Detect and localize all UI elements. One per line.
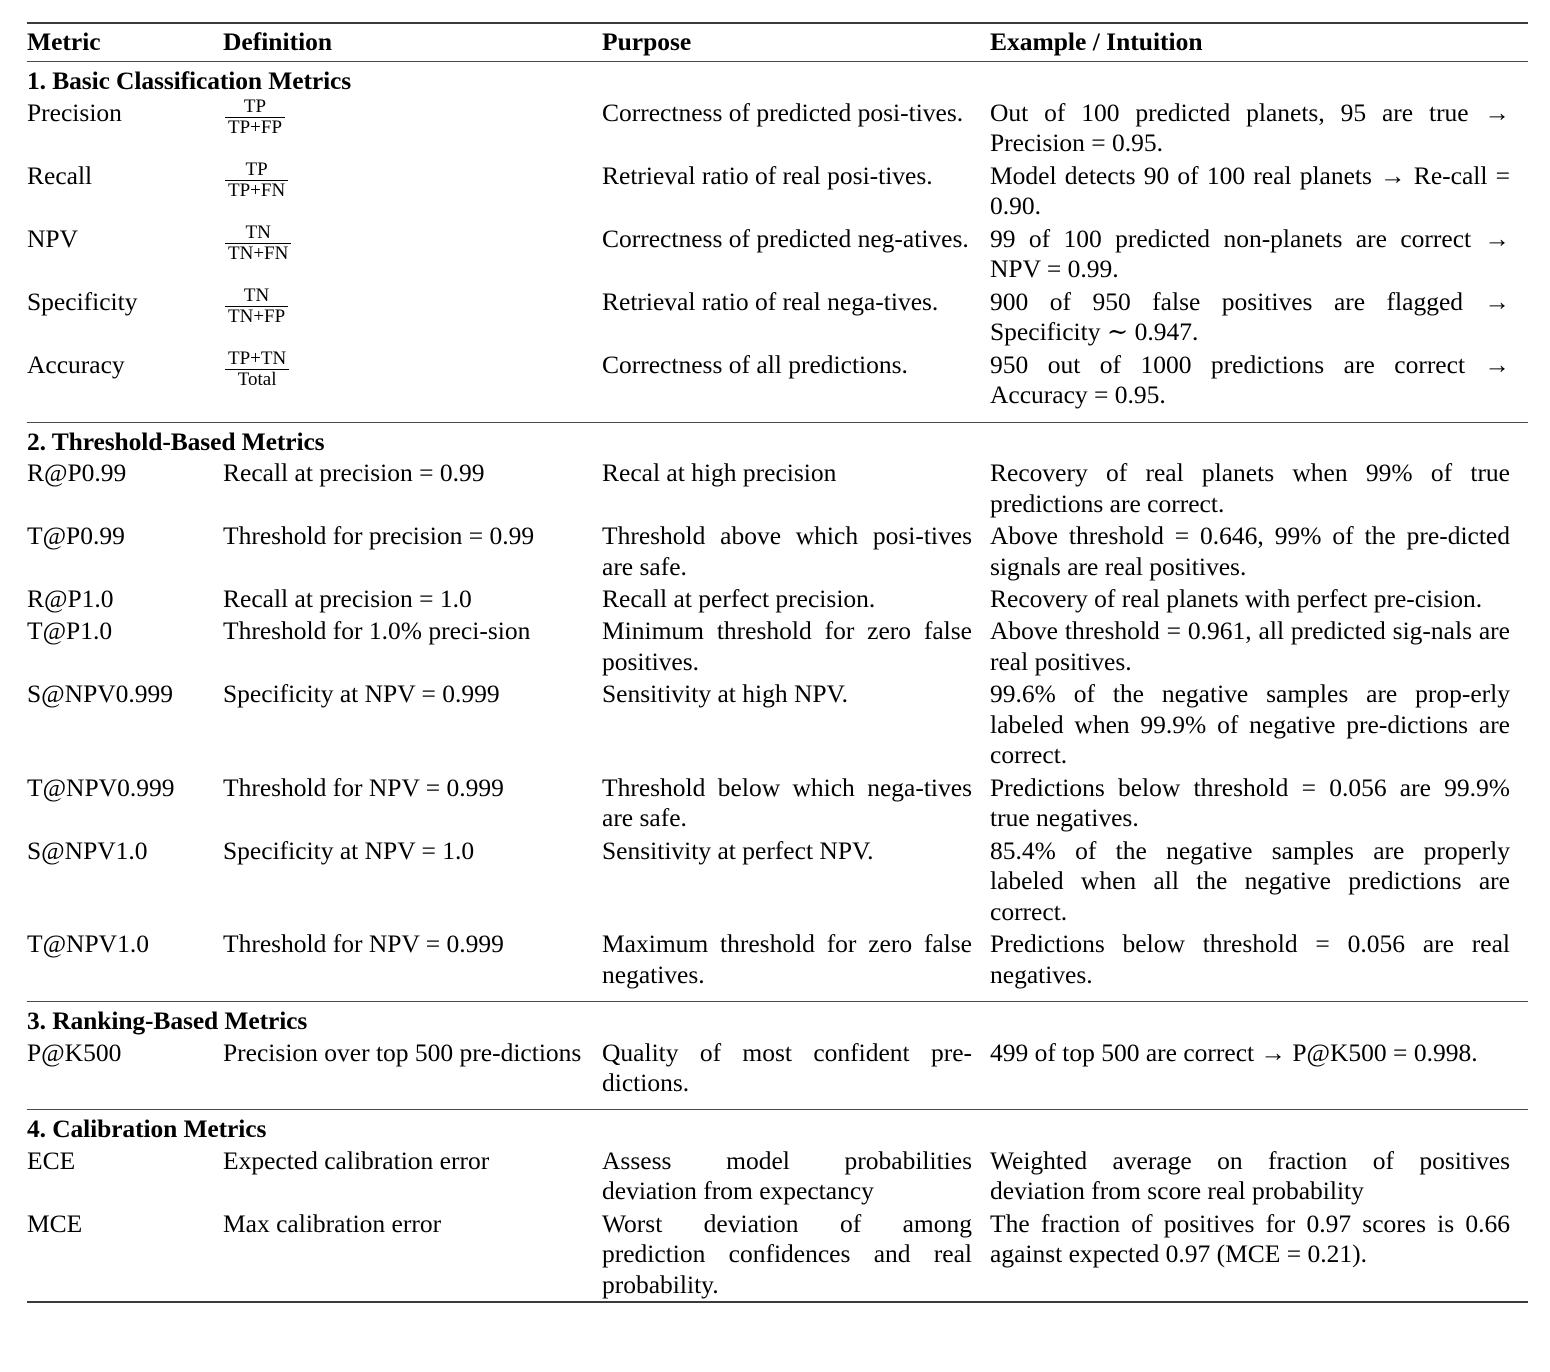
section-heading-row	[27, 423, 1528, 457]
cell-metric: MCE	[27, 1208, 83, 1238]
cell-example: 99.6% of the negative samples are prop-erly labeled when 99.9% of negative pre-dictions are correct.	[990, 679, 1510, 770]
cell-definition: Recall at precision = 0.99	[223, 458, 485, 488]
cell-metric: Specificity	[27, 286, 138, 316]
column-header-metric: Metric	[27, 27, 101, 56]
cell-definition: Threshold for NPV = 0.999	[223, 772, 504, 802]
fraction-accuracy	[225, 349, 289, 390]
cell-example: 99 of 100 predicted non-planets are correct → NPV = 0.99.	[990, 223, 1510, 284]
cell-definition: Threshold for NPV = 0.999	[223, 929, 504, 959]
cell-example: 900 of 950 false positives are flagged → Specificity ∼ 0.947.	[990, 286, 1510, 347]
column-header-purpose: Purpose	[602, 27, 692, 56]
cell-example: Above threshold = 0.961, all predicted sig-nals are real positives.	[990, 616, 1510, 676]
table-row	[27, 1037, 1528, 1100]
table-row	[27, 615, 1528, 678]
table-header	[27, 23, 1528, 62]
fraction-npv	[225, 223, 291, 264]
table-row	[27, 457, 1528, 520]
cell-purpose: Quality of most confident pre-dictions.	[602, 1037, 972, 1097]
cell-purpose: Correctness of predicted neg-atives.	[602, 223, 969, 253]
cell-purpose: Correctness of all predictions.	[602, 349, 908, 379]
table-bottom-rule	[27, 1302, 1528, 1303]
cell-metric: S@NPV0.999	[27, 679, 174, 709]
cell-metric: T@NPV0.999	[27, 772, 175, 802]
cell-purpose: Correctness of predicted posi-tives.	[602, 97, 964, 127]
fraction-specificity	[225, 286, 288, 327]
table-row	[27, 223, 1528, 286]
cell-purpose: Worst deviation of among prediction confidences and real probability.	[602, 1208, 972, 1299]
cell-definition: Specificity at NPV = 1.0	[223, 835, 475, 865]
cell-metric: R@P0.99	[27, 458, 127, 488]
cell-purpose: Threshold below which nega-tives are safe.	[602, 772, 972, 833]
cell-purpose: Maximum threshold for zero false negatives.	[602, 929, 972, 989]
cell-metric: NPV	[27, 223, 79, 253]
cell-example: Weighted average on fraction of positives deviation from score real probability	[990, 1145, 1510, 1206]
cell-metric: T@NPV1.0	[27, 929, 149, 959]
cell-example: Model detects 90 of 100 real planets → Re-call = 0.90.	[990, 160, 1510, 221]
fraction-numerator: TP	[243, 95, 267, 117]
cell-example: 85.4% of the negative samples are properly labeled when all the negative predictions are correct.	[990, 835, 1510, 926]
cell-definition: Threshold for 1.0% preci-sion	[223, 616, 531, 646]
section-heading-threshold-based: 2. Threshold-Based Metrics	[27, 426, 325, 456]
cell-definition	[223, 97, 602, 160]
cell-definition: Max calibration error	[223, 1208, 442, 1238]
cell-purpose: Minimum threshold for zero false positives.	[602, 616, 972, 676]
cell-definition: Recall at precision = 1.0	[223, 583, 472, 613]
cell-metric: T@P0.99	[27, 521, 125, 551]
cell-example: The fraction of positives for 0.97 scores is 0.66 against expected 0.97 (MCE = 0.21).	[990, 1208, 1510, 1269]
cell-example: Recovery of real planets when 99% of true predictions are correct.	[990, 458, 1510, 518]
cell-definition: Specificity at NPV = 0.999	[223, 679, 500, 709]
cell-purpose: Recall at perfect precision.	[602, 583, 876, 613]
cell-purpose: Retrieval ratio of real posi-tives.	[602, 160, 933, 190]
cell-metric: R@P1.0	[27, 583, 114, 613]
section-heading-row	[27, 1110, 1528, 1144]
fraction-denominator: TP+FP	[225, 117, 285, 138]
fraction-denominator: TN+FN	[225, 243, 291, 264]
fraction-numerator: TP+TN	[228, 347, 287, 369]
section-heading-calibration: 4. Calibration Metrics	[27, 1114, 267, 1144]
cell-purpose: Assess model probabilities deviation from expectancy	[602, 1145, 972, 1206]
cell-metric: T@P1.0	[27, 616, 113, 646]
cell-example: Recovery of real planets with perfect pre-cision.	[990, 583, 1483, 613]
cell-example: 499 of top 500 are correct → P@K500 = 0.998.	[990, 1037, 1478, 1067]
cell-definition	[223, 286, 602, 349]
cell-example: Above threshold = 0.646, 99% of the pre-dicted signals are real positives.	[990, 521, 1510, 581]
cell-example: Predictions below threshold = 0.056 are real negatives.	[990, 929, 1510, 989]
cell-example: Predictions below threshold = 0.056 are 99.9% true negatives.	[990, 772, 1510, 833]
cell-metric: Recall	[27, 160, 93, 190]
table-row	[27, 160, 1528, 223]
metrics-definition-table	[27, 22, 1528, 1303]
cell-definition: Threshold for precision = 0.99	[223, 521, 535, 551]
cell-example: 950 out of 1000 predictions are correct → Accuracy = 0.95.	[990, 349, 1510, 410]
section-heading-row	[27, 62, 1528, 96]
fraction-numerator: TN	[243, 284, 270, 306]
section-heading-ranking-based: 3. Ranking-Based Metrics	[27, 1006, 308, 1036]
fraction-denominator: TN+FP	[225, 306, 288, 327]
cell-definition: Precision over top 500 pre-dictions	[223, 1037, 582, 1067]
cell-definition	[223, 160, 602, 223]
cell-purpose: Sensitivity at perfect NPV.	[602, 835, 874, 865]
section-heading-row	[27, 1002, 1528, 1036]
table-row	[27, 97, 1528, 160]
fraction-denominator: TP+FN	[225, 180, 288, 201]
column-header-definition: Definition	[223, 27, 333, 56]
fraction-numerator: TN	[245, 221, 271, 243]
table-row	[27, 286, 1528, 349]
section-heading-basic-classification: 1. Basic Classification Metrics	[27, 66, 352, 96]
table-row	[27, 349, 1528, 412]
table-row	[27, 1208, 1528, 1302]
cell-metric: S@NPV1.0	[27, 835, 148, 865]
cell-definition	[223, 223, 602, 286]
section-spacer	[27, 1099, 1528, 1110]
table-row	[27, 583, 1528, 615]
table-row	[27, 835, 1528, 928]
table-row	[27, 520, 1528, 583]
table-row	[27, 678, 1528, 771]
cell-metric: P@K500	[27, 1037, 122, 1067]
column-header-row	[27, 24, 1528, 62]
fraction-recall	[225, 160, 288, 201]
fraction-precision	[225, 97, 285, 138]
table-body	[27, 62, 1528, 1303]
table-row	[27, 928, 1528, 991]
section-spacer	[27, 991, 1528, 1002]
cell-definition	[223, 349, 602, 412]
table-row	[27, 1145, 1528, 1208]
fraction-denominator: Total	[225, 369, 289, 390]
cell-purpose: Retrieval ratio of real nega-tives.	[602, 286, 939, 316]
cell-metric: Precision	[27, 97, 122, 127]
cell-definition: Expected calibration error	[223, 1145, 490, 1175]
column-header-example: Example / Intuition	[990, 27, 1203, 56]
cell-metric: ECE	[27, 1145, 76, 1175]
cell-example: Out of 100 predicted planets, 95 are true → Precision = 0.95.	[990, 97, 1510, 158]
cell-metric: Accuracy	[27, 349, 125, 379]
cell-purpose: Recal at high precision	[602, 458, 837, 488]
fraction-numerator: TP	[245, 158, 268, 180]
cell-purpose: Sensitivity at high NPV.	[602, 679, 849, 709]
table-row	[27, 772, 1528, 835]
section-spacer	[27, 412, 1528, 423]
cell-purpose: Threshold above which posi-tives are safe.	[602, 521, 972, 581]
